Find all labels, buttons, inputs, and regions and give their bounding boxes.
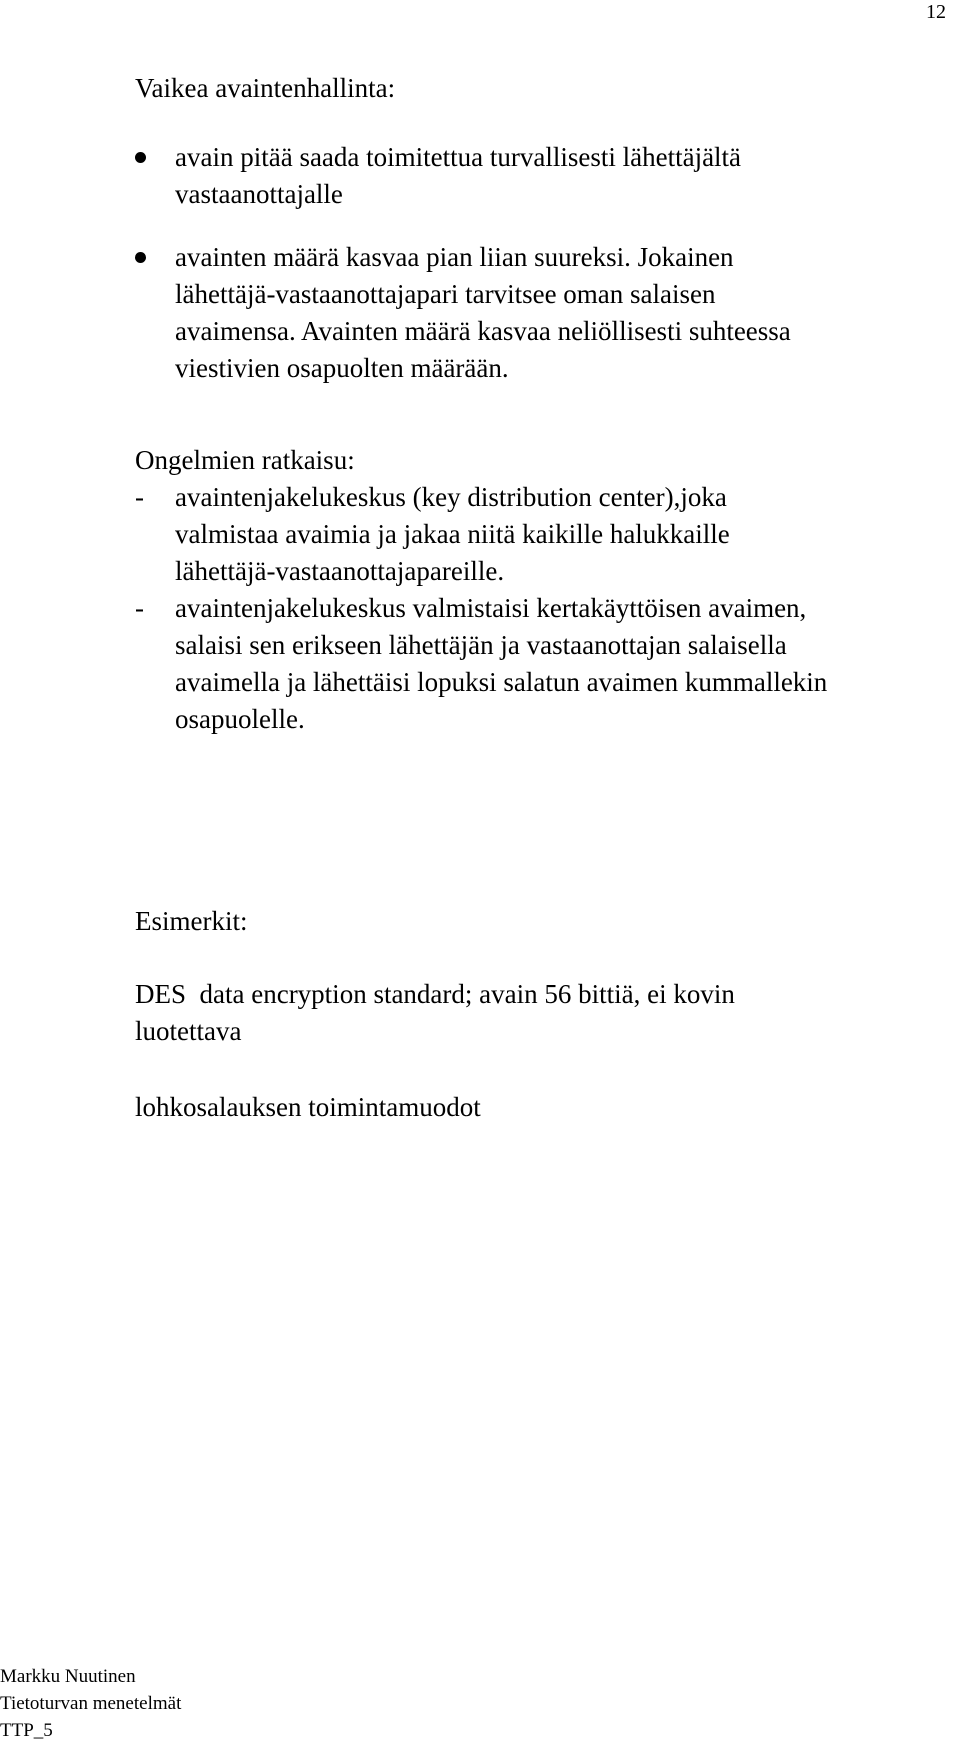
dash-line: valmistaa avaimia ja jakaa niitä kaikille halukkaille bbox=[175, 519, 730, 549]
footer-author: Markku Nuutinen bbox=[0, 1666, 136, 1687]
dash-line: lähettäjä-vastaanottajapareille. bbox=[175, 556, 505, 586]
heading-solutions: Ongelmien ratkaisu: bbox=[135, 445, 355, 475]
dash-marker: - bbox=[135, 593, 144, 623]
des-line: luotettava bbox=[135, 1016, 242, 1046]
heading-examples: Esimerkit: bbox=[135, 906, 248, 936]
footer-course: Tietoturvan menetelmät bbox=[0, 1693, 182, 1714]
bullet-dot-icon bbox=[135, 252, 146, 263]
dash-line: salaisi sen erikseen lähettäjän ja vastaanottajan salaisella bbox=[175, 630, 787, 660]
bullet-line: avainten määrä kasvaa pian liian suureksi. Jokainen bbox=[175, 242, 734, 272]
bullet-item bbox=[135, 139, 935, 213]
bullet-item bbox=[135, 239, 935, 387]
bullet-line: lähettäjä-vastaanottajapari tarvitsee oman salaisen bbox=[175, 279, 716, 309]
bullet-line: viestivien osapuolten määrään. bbox=[175, 353, 509, 383]
dash-marker: - bbox=[135, 482, 144, 512]
des-line: DES data encryption standard; avain 56 bittiä, ei kovin bbox=[135, 979, 735, 1009]
bullet-list-key-management bbox=[135, 139, 935, 413]
dash-line: avaintenjakelukeskus valmistaisi kertakäyttöisen avaimen, bbox=[175, 593, 807, 623]
des-paragraph bbox=[135, 976, 735, 1050]
dash-line: avaintenjakelukeskus (key distribution center),joka bbox=[175, 482, 727, 512]
bullet-line: avain pitää saada toimitettua turvallisesti lähettäjältä bbox=[175, 142, 742, 172]
dash-list-solutions bbox=[135, 479, 955, 738]
footer-code: TTP_5 bbox=[0, 1720, 53, 1741]
heading-key-management: Vaikea avaintenhallinta: bbox=[135, 73, 396, 103]
dash-item bbox=[135, 590, 955, 738]
dash-line: avaimella ja lähettäisi lopuksi salatun avaimen kummallekin bbox=[175, 667, 828, 697]
page-number: 12 bbox=[926, 1, 946, 23]
dash-item bbox=[135, 479, 955, 590]
bullet-line: avaimensa. Avainten määrä kasvaa neliöllisesti suhteessa bbox=[175, 316, 791, 346]
dash-line: osapuolelle. bbox=[175, 704, 305, 734]
block-cipher-modes: lohkosalauksen toimintamuodot bbox=[135, 1092, 481, 1122]
bullet-line: vastaanottajalle bbox=[175, 179, 343, 209]
bullet-dot-icon bbox=[135, 152, 146, 163]
